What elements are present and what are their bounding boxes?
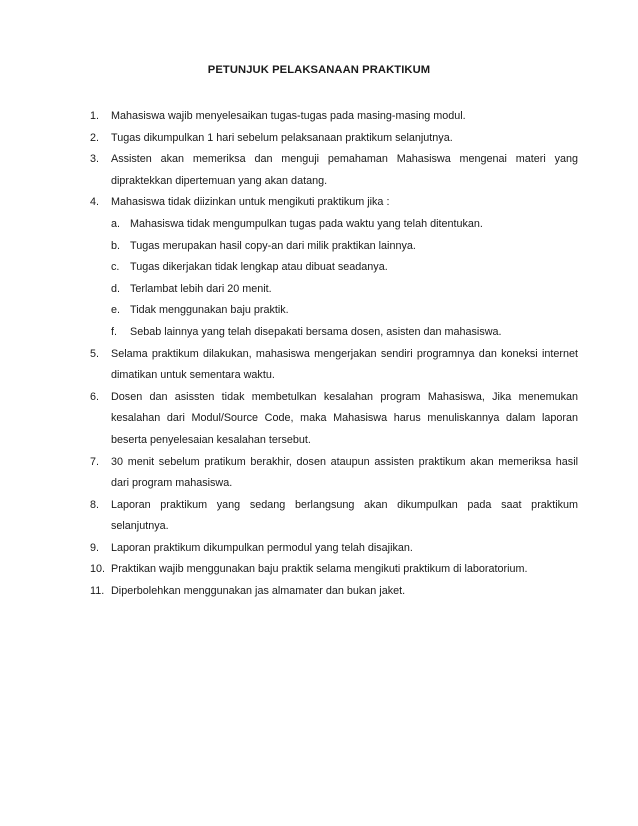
sub-list-item — [111, 279, 578, 301]
instruction-list — [90, 106, 578, 603]
item-text: Laporan praktikum dikumpulkan permodul yang telah disajikan. — [111, 541, 413, 554]
item-text: 30 menit sebelum pratikum berakhir, dosen ataupun assisten praktikum akan memeriksa hasil dari program mahasiswa. — [111, 455, 578, 490]
item-text: Tugas dikumpulkan 1 hari sebelum pelaksanaan praktikum selanjutnya. — [111, 131, 453, 144]
item-number: 2. — [90, 131, 100, 144]
item-text: Praktikan wajib menggunakan baju praktik selama mengikuti praktikum di laboratorium. — [111, 563, 528, 576]
item-text: Mahasiswa tidak diizinkan untuk mengikuti praktikum jika : — [111, 196, 390, 209]
sub-list — [111, 214, 578, 344]
item-number: 6. — [90, 390, 100, 403]
item-number: 1. — [90, 110, 100, 122]
item-number: 10. — [90, 563, 106, 576]
sub-item-text: Terlambat lebih dari 20 menit. — [130, 282, 272, 295]
item-number: 8. — [90, 498, 100, 511]
list-item — [90, 149, 578, 192]
item-number: 9. — [90, 541, 100, 554]
item-number: 7. — [90, 455, 100, 468]
sub-item-label: f. — [111, 325, 117, 338]
list-item — [90, 452, 578, 495]
sub-item-label: c. — [111, 261, 120, 274]
list-item — [90, 106, 578, 128]
item-text: Assisten akan memeriksa dan menguji pemahaman Mahasiswa mengenai materi yang dipraktekkan dipertemuan yang akan datang. — [111, 153, 578, 187]
item-text: Selama praktikum dilakukan, mahasiswa mengerjakan sendiri programnya dan koneksi internet dimatikan untuk sementara waktu. — [111, 347, 578, 382]
sub-item-label: b. — [111, 239, 121, 252]
list-item — [90, 581, 578, 603]
sub-item-text: Tugas dikerjakan tidak lengkap atau dibuat seadanya. — [130, 261, 388, 274]
item-number: 3. — [90, 153, 100, 166]
sub-item-text: Mahasiswa tidak mengumpulkan tugas pada waktu yang telah ditentukan. — [130, 217, 483, 230]
list-item — [90, 495, 578, 538]
list-item — [90, 192, 578, 343]
item-text: Laporan praktikum yang sedang berlangsung akan dikumpulkan pada saat praktikum selanjutnya. — [111, 498, 578, 533]
item-number: 5. — [90, 347, 100, 360]
sub-item-text: Tidak menggunakan baju praktik. — [130, 304, 289, 317]
sub-item-label: a. — [111, 217, 121, 230]
item-number: 11. — [90, 585, 105, 598]
sub-list-item — [111, 322, 578, 344]
sub-list-item — [111, 214, 578, 236]
list-item — [90, 559, 578, 581]
list-item — [90, 387, 578, 452]
sub-item-text: Tugas merupakan hasil copy-an dari milik praktikan lainnya. — [130, 239, 416, 252]
item-text: Mahasiswa wajib menyelesaikan tugas-tugas pada masing-masing modul. — [111, 110, 466, 122]
list-item — [90, 538, 578, 560]
list-item — [90, 128, 578, 150]
item-number: 4. — [90, 196, 100, 209]
item-text: Diperbolehkan menggunakan jas almamater dan bukan jaket. — [111, 585, 406, 598]
sub-item-text: Sebab lainnya yang telah disepakati bersama dosen, asisten dan mahasiswa. — [130, 325, 502, 338]
item-text: Dosen dan asissten tidak membetulkan kesalahan program Mahasiswa, Jika menemukan kesalahan dari Modul/Source Code, maka Mahasiswa harus menuliskannya dalam laporan beserta penyelesaian kesalahan tersebut. — [111, 390, 578, 446]
document-title: PETUNJUK PELAKSANAAN PRAKTIKUM — [207, 64, 431, 76]
list-item — [90, 344, 578, 387]
sub-item-label: e. — [111, 304, 121, 317]
sub-list-item — [111, 257, 578, 279]
sub-list-item — [111, 236, 578, 258]
sub-item-label: d. — [111, 282, 121, 295]
sub-list-item — [111, 300, 578, 322]
